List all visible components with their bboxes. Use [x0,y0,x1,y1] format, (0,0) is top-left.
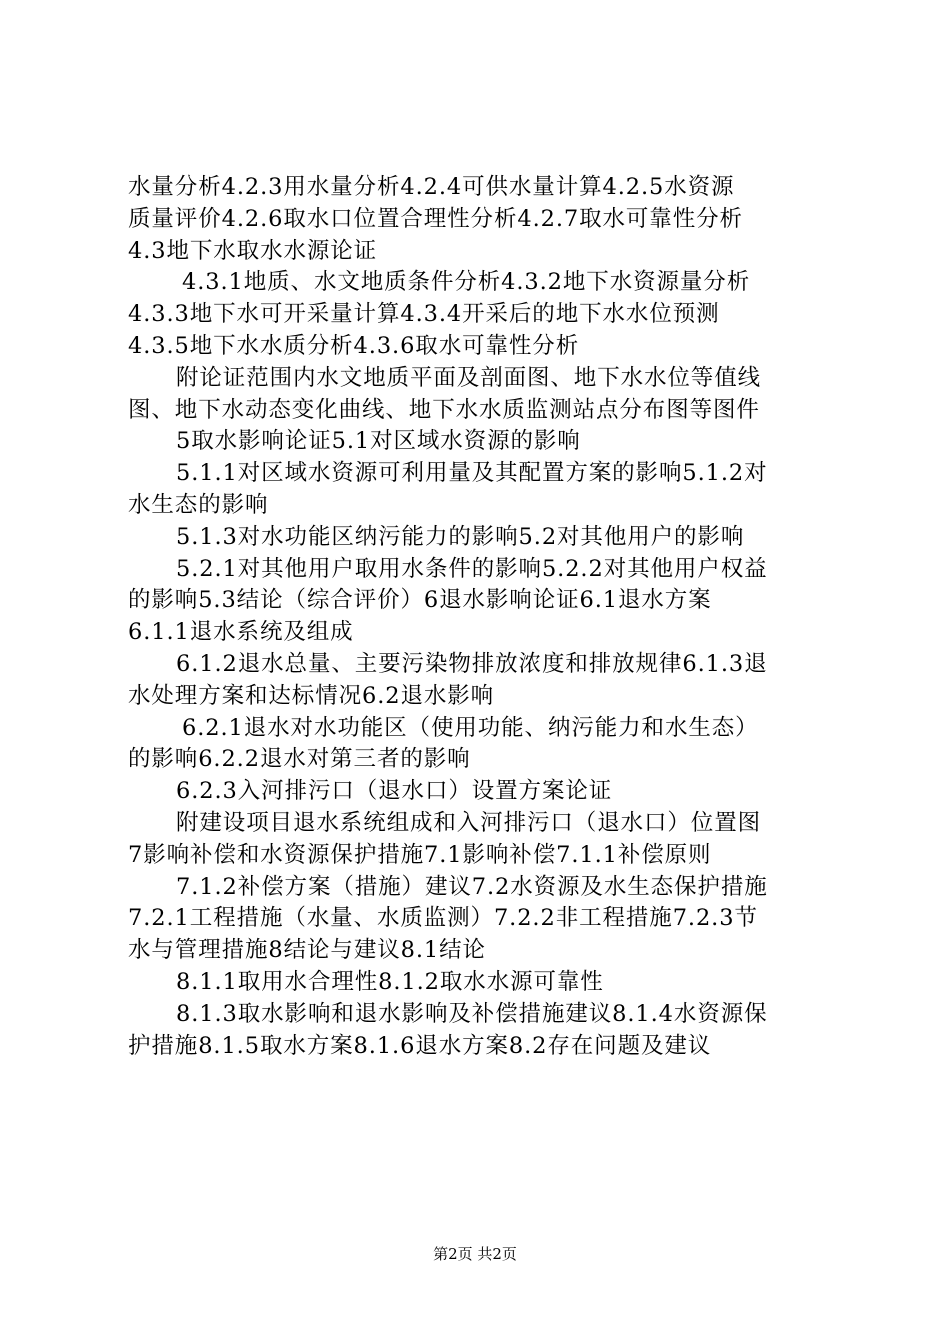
text-line: 5.1.3对水功能区纳污能力的影响5.2对其他用户的影响 [176,523,745,550]
text-line: 附建设项目退水系统组成和入河排污口（退水口）位置图 [176,809,762,836]
text-line: 水处理方案和达标情况6.2退水影响 [128,682,495,709]
page-number-footer: 第2页 共2页 [433,1245,517,1263]
text-line: 图、地下水动态变化曲线、地下水水质监测站点分布图等图件 [128,396,760,423]
text-line: 水生态的影响 [128,491,269,518]
text-line: 的影响5.3结论（综合评价）6退水影响论证6.1退水方案 [128,587,712,614]
text-line: 6.1.1退水系统及组成 [128,619,354,646]
text-line: 5取水影响论证5.1对区域水资源的影响 [176,428,581,455]
text-line: 4.3地下水取水水源论证 [128,237,378,264]
text-line: 质量评价4.2.6取水口位置合理性分析4.2.7取水可靠性分析 [128,205,743,232]
text-line: 7影响补偿和水资源保护措施7.1影响补偿7.1.1补偿原则 [128,841,712,868]
text-line: 4.3.1地质、水文地质条件分析4.3.2地下水资源量分析 [182,269,751,296]
text-line: 7.2.1工程措施（水量、水质监测）7.2.2非工程措施7.2.3节 [128,905,758,932]
text-line: 水量分析4.2.3用水量分析4.2.4可供水量计算4.2.5水资源 [128,174,735,200]
document-body [128,172,834,1062]
text-line: 5.1.1对区域水资源可利用量及其配置方案的影响5.1.2对 [176,460,768,487]
text-line: 8.1.1取用水合理性8.1.2取水水源可靠性 [176,968,604,995]
text-line: 附论证范围内水文地质平面及剖面图、地下水水位等值线 [176,364,762,391]
text-line: 6.2.1退水对水功能区（使用功能、纳污能力和水生态） [182,714,759,741]
text-line: 6.1.2退水总量、主要污染物排放浓度和排放规律6.1.3退 [176,650,768,677]
text-line: 6.2.3入河排污口（退水口）设置方案论证 [176,778,613,805]
text-line: 5.2.1对其他用户取用水条件的影响5.2.2对其他用户权益 [176,555,768,582]
text-line: 护措施8.1.5取水方案8.1.6退水方案8.2存在问题及建议 [128,1032,712,1059]
text-line: 4.3.3地下水可开采量计算4.3.4开采后的地下水水位预测 [128,301,720,328]
text-line: 7.1.2补偿方案（措施）建议7.2水资源及水生态保护措施 [176,873,768,900]
text-line: 8.1.3取水影响和退水影响及补偿措施建议8.1.4水资源保 [176,1000,768,1027]
text-line: 4.3.5地下水水质分析4.3.6取水可靠性分析 [128,332,580,359]
text-line: 水与管理措施8结论与建议8.1结论 [128,937,486,964]
text-line: 的影响6.2.2退水对第三者的影响 [128,746,471,773]
